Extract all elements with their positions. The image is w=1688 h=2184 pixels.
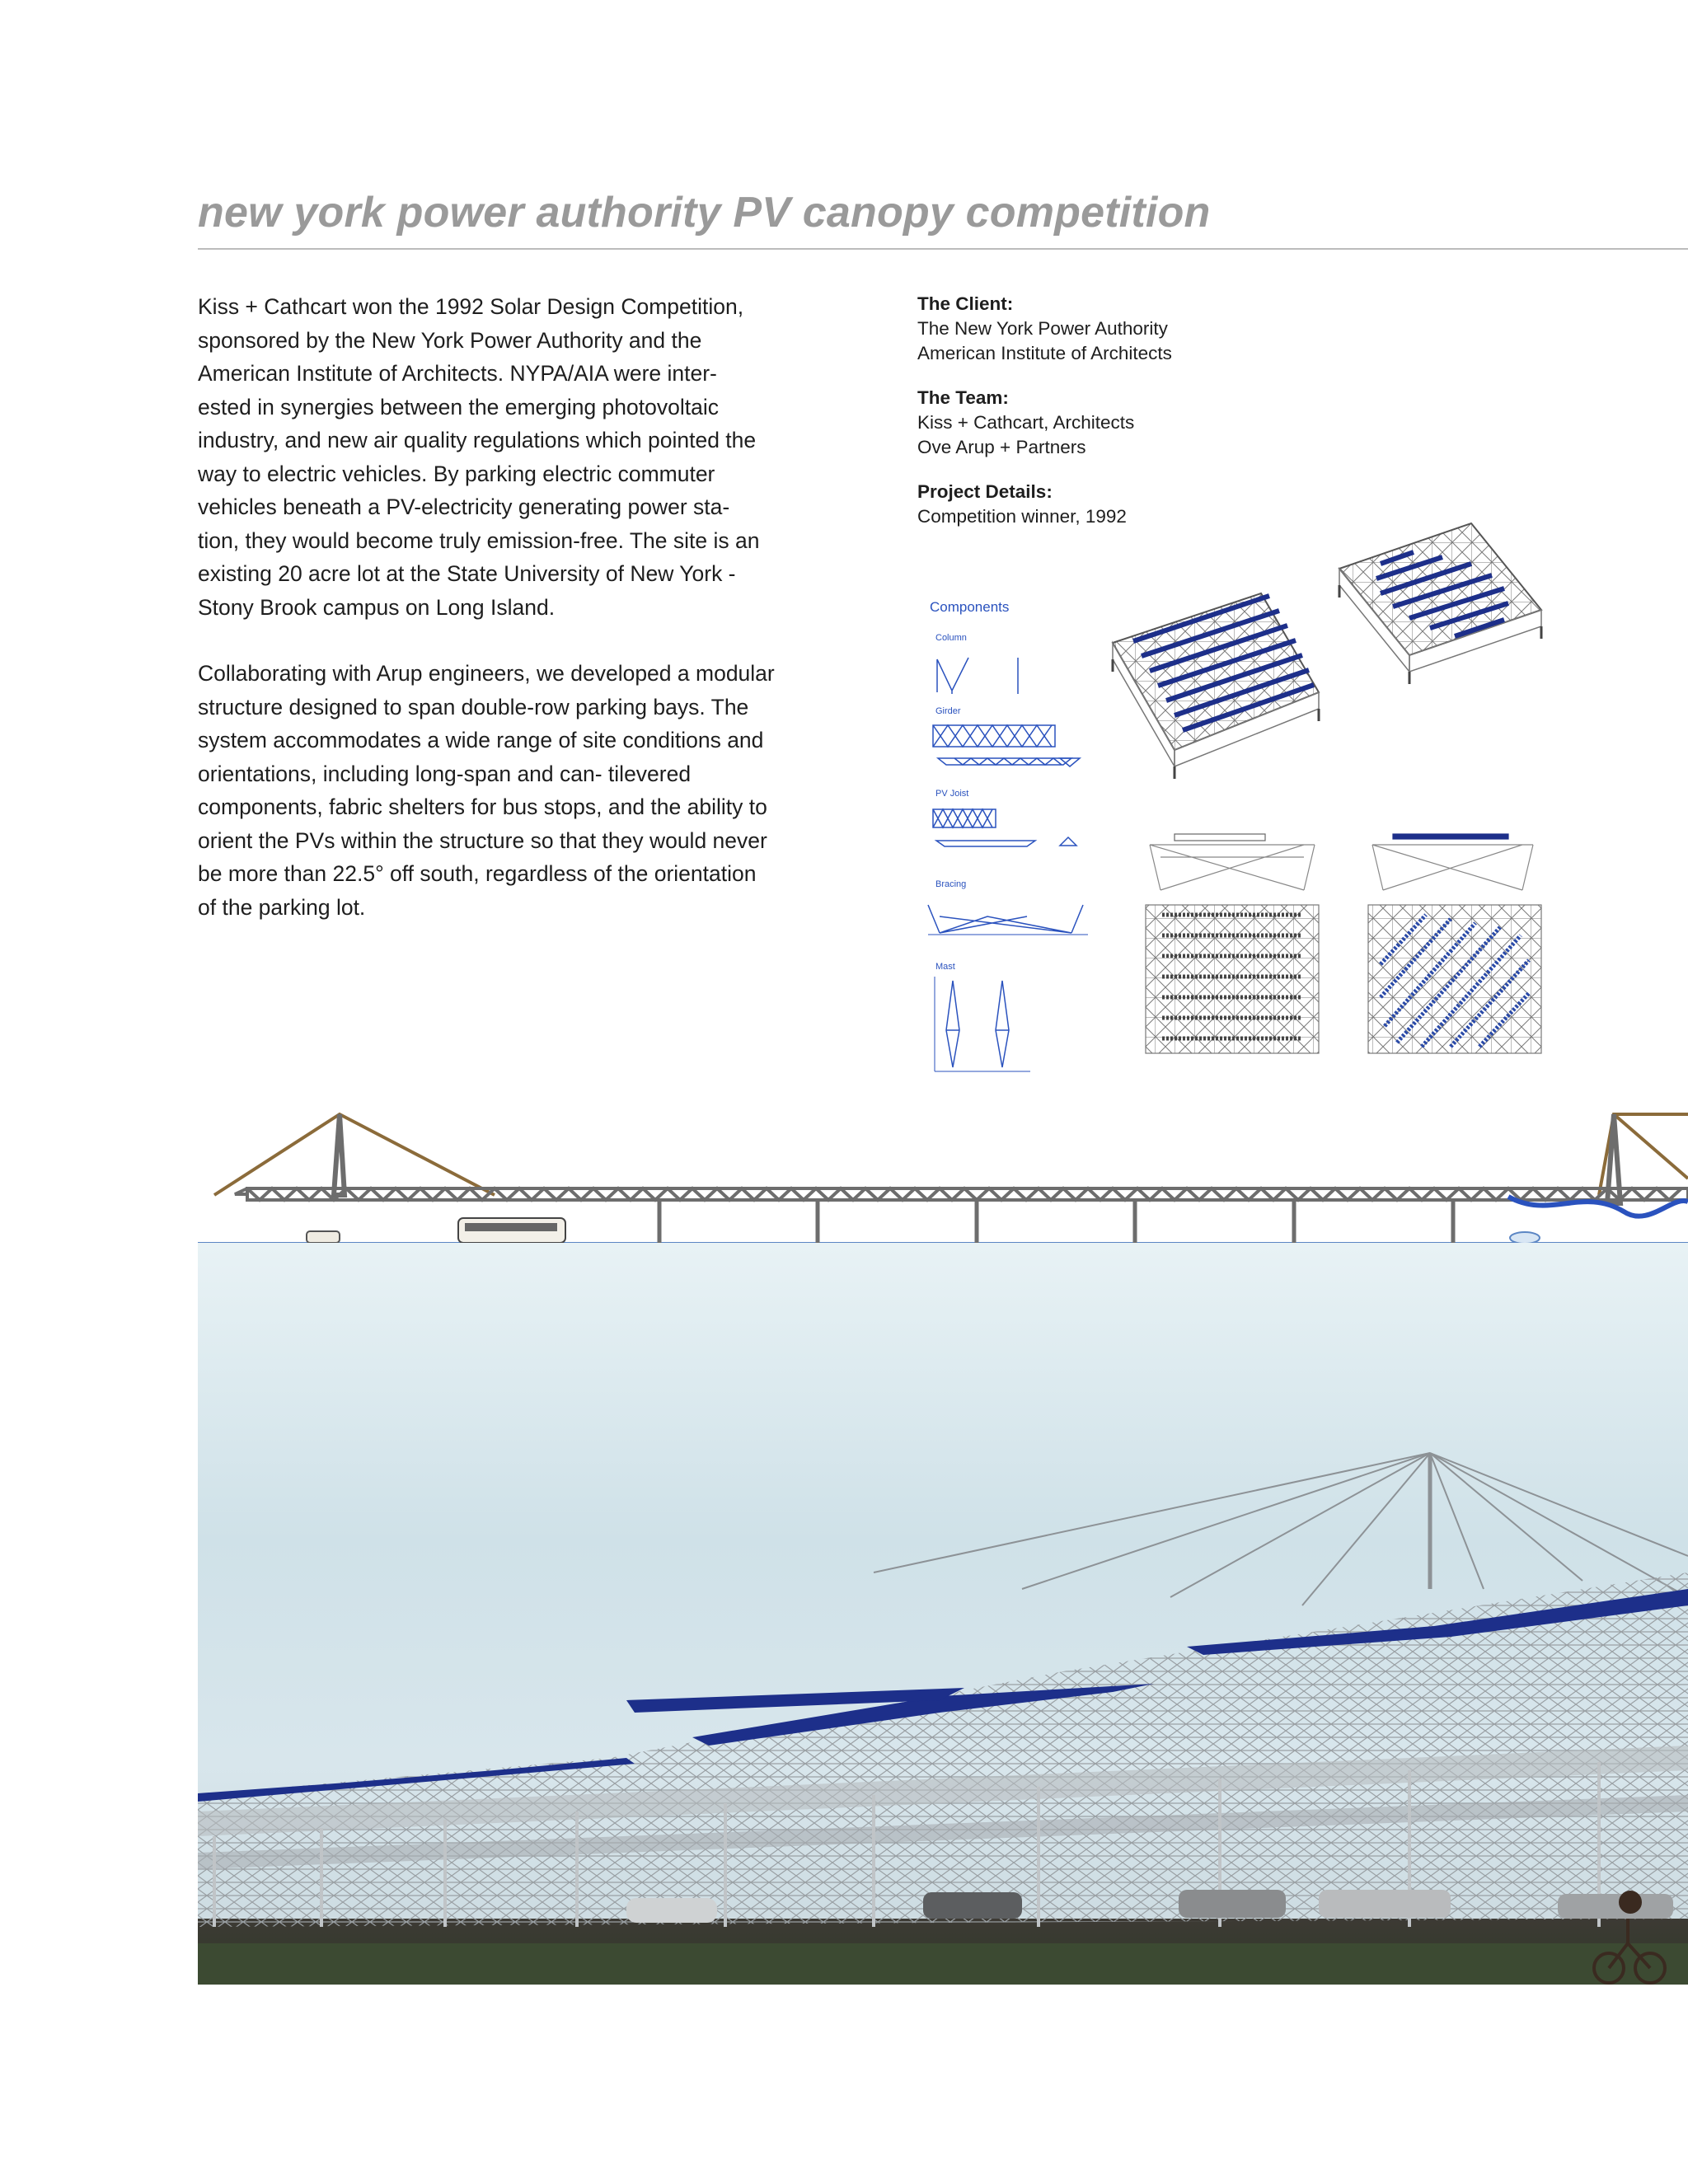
client-block: [917, 292, 1264, 366]
components-diagram: [923, 593, 1104, 1088]
structure-drawings: [1096, 503, 1558, 1063]
canopy-elevation: [198, 1104, 1688, 1244]
team-block: [917, 386, 1264, 460]
client-line-1: The New York Power Authority: [917, 318, 1168, 339]
team-line-1: Kiss + Cathcart, Architects: [917, 412, 1135, 433]
component-label-bracing: Bracing: [935, 879, 967, 889]
bus-icon: [458, 1218, 565, 1243]
client-line-2: American Institute of Architects: [917, 343, 1172, 363]
details-line-1: Competition winner, 1992: [917, 506, 1127, 527]
canopy-rendering: [198, 1243, 1688, 1985]
component-label-girder: Girder: [935, 706, 961, 716]
plan-drawing-2: [1368, 905, 1541, 1053]
team-line-2: Ove Arup + Partners: [917, 437, 1086, 457]
section-drawing-2: [1372, 834, 1533, 890]
body-paragraph-1: Kiss + Cathcart won the 1992 Solar Design Competition, sponsored by the New York Power Authority and the American Institute of Architects. NYPA/AIA were inter- ested in synergies between the emerging photovoltaic industry, and new air quality regulations which pointed the way to electric vehicles. By parking electric commuter vehicles beneath a PV-electricity generating power sta- tion, they would become truly emission-free. The site is an existing 20 acre lot at the State University of New York - Stony Brook campus on Long Island.: [198, 294, 760, 620]
iso-drawing-parallel: [1113, 593, 1319, 779]
client-label: The Client:: [917, 293, 1014, 314]
section-drawing-1: [1150, 834, 1315, 890]
components-drawing: [923, 593, 1104, 1088]
body-paragraph-2: Collaborating with Arup engineers, we developed a modular structure designed to span double-row parking bays. The system accommodates a wide range of site conditions and orientations, including long-span and can- tilevered components, fabric shelters for bus stops, and the ability to orient the PVs within the structure so that they would never be more than 22.5° off south, regardless of the orientation of the parking lot.: [198, 661, 775, 920]
rendering-scene: [198, 1243, 1688, 1985]
component-label-mast: Mast: [935, 962, 955, 972]
component-label-column: Column: [935, 633, 967, 643]
title-divider: [198, 248, 1688, 250]
components-heading: Components: [930, 599, 1010, 615]
body-text: [198, 290, 775, 957]
team-label: The Team:: [917, 387, 1009, 408]
electric-car-icon: [1510, 1232, 1540, 1244]
car-icon: [307, 1231, 340, 1243]
page-title: new york power authority PV canopy competition: [198, 189, 1211, 237]
details-label: Project Details:: [917, 481, 1053, 502]
component-label-pv-joist: PV Joist: [935, 789, 969, 799]
iso-drawing-rotated: [1339, 523, 1541, 684]
plan-drawing-1: [1146, 905, 1319, 1053]
